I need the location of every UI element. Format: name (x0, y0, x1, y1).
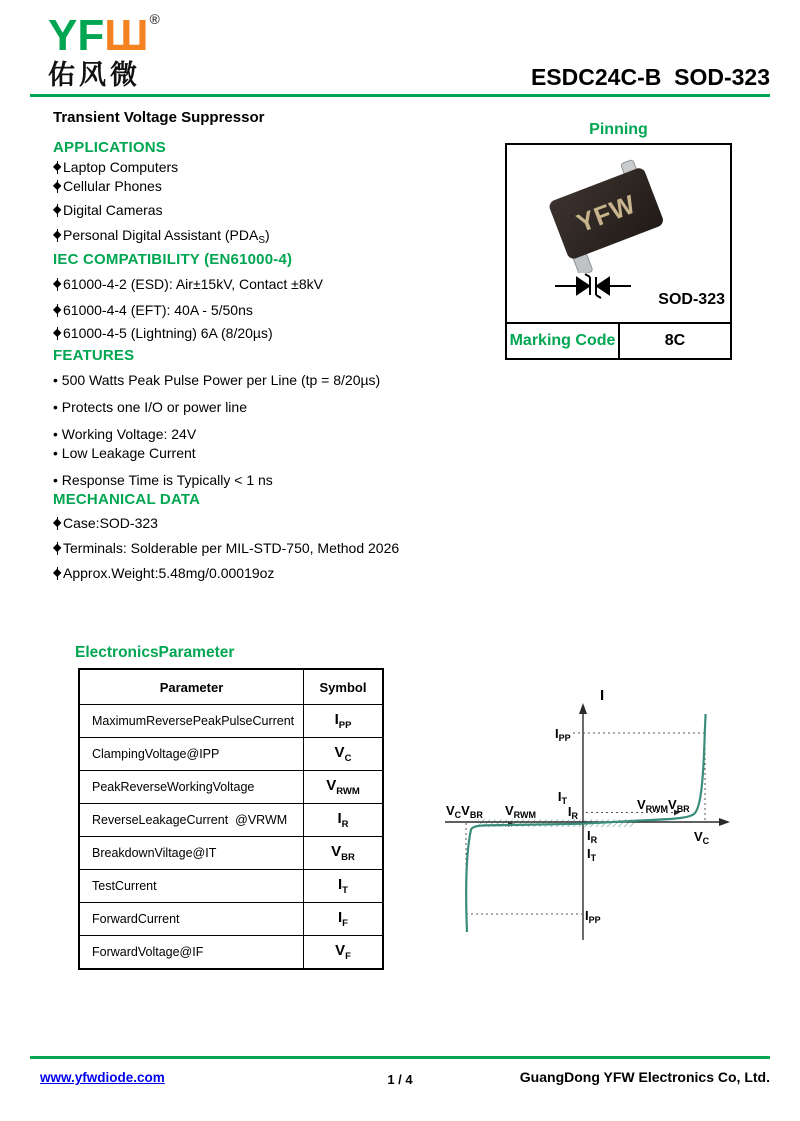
symbol-cell (304, 705, 384, 738)
table-row (79, 903, 383, 936)
list-item-label: Cellular Phones (63, 178, 162, 194)
diamond-bullet-icon (53, 517, 62, 530)
label-ipp-top: $I_{PP}$ (555, 726, 571, 743)
features-heading: FEATURES (53, 347, 135, 364)
diamond-bullet-icon (53, 180, 62, 193)
symbol-cell (304, 903, 384, 936)
list-item-label: 61000-4-2 (ESD): Air±15kV, Contact ±8kV (63, 276, 323, 292)
symbol-cell (304, 738, 384, 771)
label-vc-right: $V_C$ (694, 829, 710, 846)
axis-label-current: I (600, 687, 605, 704)
diamond-bullet-icon (53, 161, 62, 174)
electronics-parameter-heading: ElectronicsParameter (75, 644, 235, 661)
table-row (79, 771, 383, 804)
symbol-cell (304, 936, 384, 970)
table-header-row (79, 669, 383, 705)
subscript: S (258, 235, 265, 246)
list-item: • Working Voltage: 24V (53, 426, 197, 442)
table-row (79, 936, 383, 970)
marking-code-label: Marking Code (507, 324, 620, 358)
list-item: • Protects one I/O or power line (53, 399, 247, 415)
iec-heading: IEC COMPATIBILITY (EN61000-4) (53, 251, 293, 268)
symbol-sub: F (342, 918, 348, 929)
applications-heading: APPLICATIONS (53, 139, 166, 156)
symbol-cell (304, 870, 384, 903)
list-item-label: Personal Digital Assistant (PDA (63, 227, 259, 243)
label-ir-axis: $I_R$ (567, 804, 578, 821)
list-item (53, 202, 163, 218)
list-item: • 500 Watts Peak Pulse Power per Line (tp = 8/20µs) (53, 372, 381, 388)
pinning-heading: Pinning (589, 121, 648, 138)
col-parameter: Parameter (79, 669, 304, 705)
param-cell: TestCurrent (79, 870, 304, 903)
symbol-base: V (331, 843, 342, 860)
symbol-sub: RWM (336, 786, 360, 797)
subtitle: Transient Voltage Suppressor (53, 109, 265, 126)
page-title: ESDC24C-B SOD-323 (530, 64, 770, 90)
company-name: GuangDong YFW Electronics Co, Ltd. (519, 1069, 770, 1085)
symbol-sub: F (345, 951, 351, 962)
symbol-base: I (334, 711, 339, 728)
symbol-sub: PP (338, 720, 352, 731)
symbol-base: V (334, 744, 345, 761)
symbol-sub: R (341, 819, 349, 830)
list-item-label: Terminals: Solderable per MIL-STD-750, Method 2026 (63, 540, 400, 556)
logo-yf: YF (48, 11, 105, 60)
symbol-sub: C (344, 753, 352, 764)
list-item (53, 227, 270, 246)
diamond-bullet-icon (53, 204, 62, 217)
list-item-label: Laptop Computers (63, 159, 179, 175)
marking-code-value: 8C (664, 332, 686, 349)
symbol-base: I (338, 909, 343, 926)
symbol-cell (304, 804, 384, 837)
param-cell: MaximumReversePeakPulseCurrent (79, 705, 304, 738)
label-ir-below: $I_R$ (587, 828, 598, 845)
logo-chinese-name: 佑风微 (48, 60, 141, 90)
x-axis-arrow-icon (719, 818, 730, 826)
param-cell: ReverseLeakageCurrent @VRWM (79, 804, 304, 837)
website-link[interactable]: www.yfwdiode.com (40, 1070, 165, 1085)
label-vrwm-vbr-right: $V_{RWM}V_{BR}$ (637, 797, 690, 814)
package-marking-text: YFW (572, 188, 641, 239)
param-cell: ClampingVoltage@IPP (79, 738, 304, 771)
yfw-logo (48, 12, 160, 89)
marking-code-row (507, 322, 730, 358)
logo-w: Ш (104, 11, 149, 60)
param-cell: PeakReverseWorkingVoltage (79, 771, 304, 804)
pinning-box (505, 143, 732, 360)
list-item-label: Case:SOD-323 (63, 515, 158, 531)
yfw-logo-text (48, 12, 160, 58)
list-item (53, 276, 323, 292)
tvs-diode-symbol-icon (553, 273, 633, 299)
param-cell: ForwardVoltage@IF (79, 936, 304, 970)
list-item-label: Digital Cameras (63, 202, 163, 218)
list-item: • Response Time is Typically < 1 ns (53, 472, 273, 488)
symbol-base: I (338, 876, 343, 893)
package-name-label: SOD-323 (658, 291, 725, 308)
symbol-base: V (335, 942, 346, 959)
list-item (53, 178, 162, 194)
sod323-package-image (525, 155, 695, 273)
diamond-bullet-icon (53, 229, 62, 242)
header-divider (30, 94, 770, 97)
table-row (79, 804, 383, 837)
label-vrwm-left: $V_{RWM}$ (505, 803, 537, 820)
symbol-base: V (326, 777, 337, 794)
param-cell: ForwardCurrent (79, 903, 304, 936)
label-it-axis: $I_T$ (557, 789, 567, 806)
list-item (53, 302, 253, 318)
list-item (53, 325, 273, 341)
diamond-bullet-icon (53, 278, 62, 291)
diamond-bullet-icon (53, 327, 62, 340)
table-row (79, 738, 383, 771)
list-item-label: ) (264, 227, 270, 243)
parameter-table (78, 668, 384, 970)
y-axis-arrow-icon (579, 703, 587, 714)
iv-curve-graph (430, 670, 800, 970)
list-item-label: Approx.Weight:5.48mg/0.00019oz (63, 565, 275, 581)
list-item: • Low Leakage Current (53, 445, 196, 461)
label-vc-vbr-left: $V_CV_{BR}$ (446, 803, 483, 820)
diamond-bullet-icon (53, 542, 62, 555)
list-item-label: 61000-4-4 (EFT): 40A - 5/50ns (63, 302, 253, 318)
table-row (79, 837, 383, 870)
footer-divider (30, 1056, 770, 1059)
list-item (53, 565, 274, 581)
table-row (79, 705, 383, 738)
symbol-cell (304, 771, 384, 804)
symbol-cell (304, 837, 384, 870)
list-item (53, 540, 399, 556)
list-item (53, 515, 158, 531)
symbol-sub: BR (341, 852, 355, 863)
page-number: 1 / 4 (387, 1072, 413, 1087)
mechanical-heading: MECHANICAL DATA (53, 491, 201, 508)
symbol-sub: T (342, 885, 348, 896)
symbol-base: I (337, 810, 342, 827)
param-cell: BreakdownViltage@IT (79, 837, 304, 870)
registered-mark-icon: ® (149, 11, 160, 27)
diamond-bullet-icon (53, 304, 62, 317)
col-symbol: Symbol (304, 669, 384, 705)
label-ipp-bottom: $I_{PP}$ (585, 908, 601, 925)
table-row (79, 870, 383, 903)
list-item-label: 61000-4-5 (Lightning) 6A (8/20µs) (63, 325, 273, 341)
label-it-below: $I_T$ (587, 846, 597, 863)
list-item (53, 159, 178, 175)
diamond-bullet-icon (53, 567, 62, 580)
